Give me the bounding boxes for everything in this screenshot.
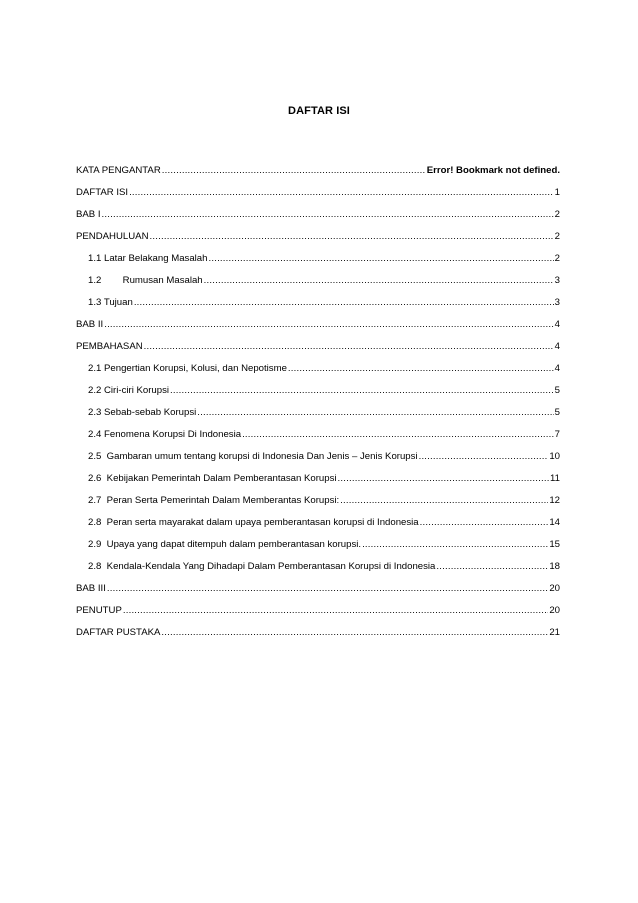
toc-dot-leader [436, 556, 548, 578]
toc-entry-page-number: 10 [549, 451, 560, 462]
toc-entry-page-number: 12 [549, 495, 560, 506]
toc-entry[interactable] [76, 534, 560, 556]
toc-entry-label: PEMBAHASAN [76, 341, 143, 352]
toc-entry-label: 2.4 Fenomena Korupsi Di Indonesia [88, 429, 242, 440]
toc-entry-page-number: 2 [554, 209, 560, 220]
toc-entry-page-number: 20 [549, 583, 560, 594]
toc-entry-label: 2.2 Ciri-ciri Korupsi [88, 385, 170, 396]
toc-entry[interactable] [76, 468, 560, 490]
toc-entry[interactable] [76, 402, 560, 424]
toc-entry-label: DAFTAR ISI [76, 187, 129, 198]
toc-entry-label: DAFTAR PUSTAKA [76, 627, 161, 638]
toc-entry[interactable] [76, 556, 560, 578]
toc-entry-label: 2.5 Gambaran umum tentang korupsi di Indonesia Dan Jenis – Jenis Korupsi [88, 451, 418, 462]
toc-entry[interactable] [76, 314, 560, 336]
toc-entry[interactable] [76, 622, 560, 644]
table-of-contents [76, 160, 560, 644]
toc-entry-label: 2.1 Pengertian Korupsi, Kolusi, dan Nepotisme [88, 363, 287, 374]
toc-entry-page-number: 4 [554, 319, 560, 330]
toc-entry[interactable] [76, 446, 560, 468]
toc-dot-leader [162, 160, 426, 182]
toc-entry-page-number: 21 [549, 627, 560, 638]
page-title: DAFTAR ISI [288, 105, 350, 117]
toc-entry-label: 1.2 Rumusan Masalah [88, 275, 203, 286]
toc-dot-leader [204, 270, 554, 292]
toc-entry-page-number: 3 [554, 275, 560, 286]
toc-entry[interactable] [76, 336, 560, 358]
toc-entry[interactable] [76, 490, 560, 512]
toc-entry-page-number: 3 [554, 297, 560, 308]
toc-entry-page-number: 5 [554, 407, 560, 418]
toc-dot-leader [338, 468, 550, 490]
toc-entry-page-number: Error! Bookmark not defined. [426, 165, 560, 176]
toc-entry[interactable] [76, 204, 560, 226]
toc-entry-page-number: 2 [554, 231, 560, 242]
toc-entry[interactable] [76, 358, 560, 380]
toc-entry[interactable] [76, 182, 560, 204]
toc-dot-leader [107, 578, 548, 600]
toc-entry[interactable] [76, 160, 560, 182]
toc-entry[interactable] [76, 578, 560, 600]
toc-dot-leader [197, 402, 553, 424]
toc-entry-label: 1.3 Tujuan [88, 297, 133, 308]
toc-entry-page-number: 1 [554, 187, 560, 198]
toc-dot-leader [129, 182, 554, 204]
toc-entry[interactable] [76, 270, 560, 292]
toc-entry-label: BAB I [76, 209, 101, 220]
toc-entry[interactable] [76, 248, 560, 270]
toc-dot-leader [161, 622, 548, 644]
toc-dot-leader [419, 446, 549, 468]
toc-dot-leader [288, 358, 554, 380]
toc-entry[interactable] [76, 380, 560, 402]
toc-entry[interactable] [76, 600, 560, 622]
toc-entry-label: PENUTUP [76, 605, 122, 616]
toc-entry-label: 2.6 Kebijakan Pemerintah Dalam Pemberantasan Korupsi [88, 473, 337, 484]
toc-entry-label: 2.7 Peran Serta Pemerintah Dalam Memberantas Korupsi: [88, 495, 340, 506]
toc-dot-leader [150, 226, 554, 248]
toc-dot-leader [123, 600, 548, 622]
toc-entry-label: KATA PENGANTAR [76, 165, 161, 176]
toc-dot-leader [362, 534, 548, 556]
toc-entry-label: 2.8 Kendala-Kendala Yang Dihadapi Dalam Pemberantasan Korupsi di Indonesia [88, 561, 436, 572]
toc-dot-leader [144, 336, 554, 358]
toc-entry-page-number: 7 [554, 429, 560, 440]
toc-entry-page-number: 4 [554, 341, 560, 352]
toc-entry-label: 1.1 Latar Belakang Masalah [88, 253, 208, 264]
toc-entry-label: 2.8 Peran serta mayarakat dalam upaya pemberantasan korupsi di Indonesia [88, 517, 419, 528]
toc-entry-page-number: 15 [549, 539, 560, 550]
toc-dot-leader [102, 204, 554, 226]
toc-entry[interactable] [76, 512, 560, 534]
toc-entry-page-number: 18 [549, 561, 560, 572]
toc-entry-page-number: 20 [549, 605, 560, 616]
toc-entry-page-number: 2 [554, 253, 560, 264]
toc-entry[interactable] [76, 226, 560, 248]
toc-entry-page-number: 4 [554, 363, 560, 374]
toc-entry[interactable] [76, 292, 560, 314]
toc-entry-label: BAB II [76, 319, 104, 330]
toc-entry-page-number: 11 [550, 473, 560, 484]
toc-dot-leader [420, 512, 549, 534]
toc-entry-page-number: 5 [554, 385, 560, 396]
toc-entry-page-number: 14 [549, 517, 560, 528]
toc-dot-leader [208, 248, 553, 270]
toc-dot-leader [242, 424, 554, 446]
toc-dot-leader [170, 380, 554, 402]
toc-entry-label: 2.3 Sebab-sebab Korupsi [88, 407, 197, 418]
toc-entry[interactable] [76, 424, 560, 446]
toc-entry-label: PENDAHULUAN [76, 231, 149, 242]
toc-entry-label: BAB III [76, 583, 106, 594]
toc-dot-leader [340, 490, 548, 512]
toc-entry-label: 2.9 Upaya yang dapat ditempuh dalam pemberantasan korupsi. [88, 539, 362, 550]
toc-dot-leader [134, 292, 554, 314]
toc-dot-leader [104, 314, 553, 336]
